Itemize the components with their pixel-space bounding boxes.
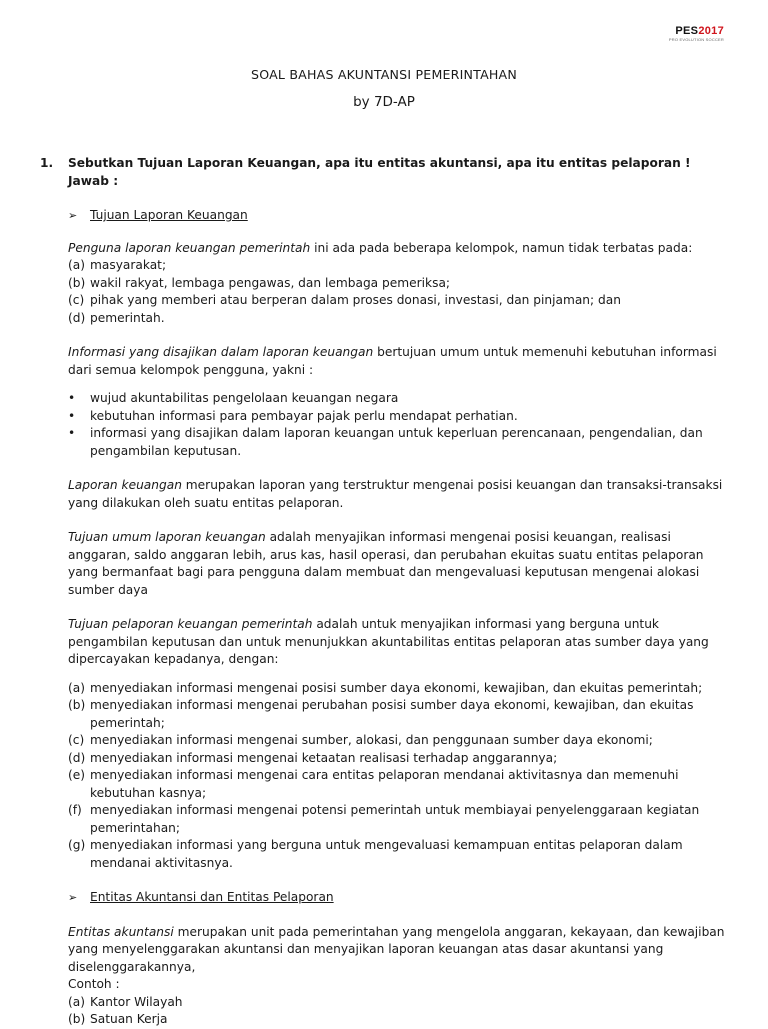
- list-informasi: [40, 390, 730, 460]
- answer-label: Jawab :: [68, 173, 119, 188]
- question-1: [40, 155, 730, 173]
- paragraph-pengguna: Penguna laporan keuangan pemerintah ini ada pada beberapa kelompok, namun tidak terbatas pada:: [68, 240, 693, 255]
- question-text: Sebutkan Tujuan Laporan Keuangan, apa itu entitas akuntansi, apa itu entitas pelaporan !: [68, 156, 691, 170]
- list-item: (b) menyediakan informasi mengenai perubahan posisi sumber daya ekonomi, kewajiban, dan ekuitas pemerintah;: [68, 698, 694, 730]
- logo-tagline: PRO EVOLUTION SOCCER: [668, 37, 724, 42]
- list-tujuan-pelaporan: [40, 680, 730, 873]
- paragraph-entitas-akuntansi: Entitas akuntansi merupakan unit pada pemerintahan yang mengelola anggaran, kekayaan, dan kewajiban yang menyelenggarakan akuntansi dan menyajikan laporan keuangan atas dasar akuntansi yang diselenggarakannya,: [68, 924, 725, 974]
- document-body: [40, 155, 730, 1029]
- arrow-bullet-icon: ➢: [68, 209, 78, 222]
- list-item: (f) menyediakan informasi mengenai potensi pemerintah untuk membiayai penyelenggaraan kegiatan pemerintahan;: [68, 803, 700, 835]
- list-item: (e) menyediakan informasi mengenai cara entitas pelaporan mendanai aktivitasnya dan memenuhi kebutuhan kasnya;: [68, 768, 679, 800]
- list-item: (a) masyarakat;: [68, 258, 167, 272]
- list-item: • kebutuhan informasi para pembayar pajak perlu mendapat perhatian.: [68, 408, 518, 423]
- paragraph-laporan-keuangan: Laporan keuangan merupakan laporan yang terstruktur mengenai posisi keuangan dan transaksi-transaksi yang dilakukan oleh suatu entitas pelaporan.: [68, 478, 723, 510]
- list-item: (a) Kantor Wilayah: [68, 994, 183, 1009]
- list-item: (a) menyediakan informasi mengenai posisi sumber daya ekonomi, kewajiban, dan ekuitas pemerintah;: [68, 680, 703, 695]
- list-item: (g) menyediakan informasi yang berguna untuk mengevaluasi kemampuan entitas pelaporan dalam mendanai aktivitasnya.: [68, 838, 683, 870]
- question-number: 1.: [40, 156, 54, 170]
- logo-wordmark: PES2017: [675, 25, 724, 37]
- list-contoh: [40, 994, 730, 1029]
- section-entitas-heading: [40, 889, 730, 907]
- pes-2017-logo: [669, 25, 724, 42]
- list-item: (d) pemerintah.: [68, 310, 165, 325]
- arrow-bullet-icon: ➢: [68, 891, 78, 904]
- paragraph-tujuan-umum: Tujuan umum laporan keuangan adalah menyajikan informasi mengenai posisi keuangan, realisasi anggaran, saldo anggaran lebih, arus kas, hasil operasi, dan perubahan ekuitas suatu entitas pelaporan yang bermanfaat bagi para pengguna dalam membuat dan mengevaluasi keputusan mengenai alokasi sumber daya: [68, 530, 704, 597]
- document-title: SOAL BAHAS AKUNTANSI PEMERINTAHAN: [251, 67, 517, 82]
- contoh-label: Contoh :: [68, 977, 120, 991]
- list-item: • informasi yang disajikan dalam laporan keuangan untuk keperluan perencanaan, pengendalian, dan pengambilan keputusan.: [68, 426, 703, 458]
- list-item: (d) menyediakan informasi mengenai ketaatan realisasi terhadap anggarannya;: [68, 750, 558, 765]
- paragraph-informasi: Informasi yang disajikan dalam laporan keuangan bertujuan umum untuk memenuhi kebutuhan informasi dari semua kelompok pengguna, yakni :: [68, 345, 717, 377]
- section-title: Tujuan Laporan Keuangan: [90, 208, 248, 222]
- list-pengguna: [40, 257, 730, 327]
- list-item: (c) menyediakan informasi mengenai sumber, alokasi, dan penggunaan sumber daya ekonomi;: [68, 733, 653, 747]
- list-item: • wujud akuntabilitas pengelolaan keuangan negara: [68, 391, 399, 405]
- list-item: (c) pihak yang memberi atau berperan dalam proses donasi, investasi, dan pinjaman; dan: [68, 293, 621, 307]
- section-tujuan-heading: [40, 207, 730, 225]
- section-title: Entitas Akuntansi dan Entitas Pelaporan: [90, 890, 334, 904]
- paragraph-tujuan-pelaporan: Tujuan pelaporan keuangan pemerintah adalah untuk menyajikan informasi yang berguna untuk pengambilan keputusan dan untuk menunjukkan akuntabilitas entitas pelaporan atas sumber daya yang dipercayakan kepadanya, dengan:: [68, 617, 709, 666]
- document-subtitle: by 7D-AP: [353, 94, 415, 110]
- list-item: (b) Satuan Kerja: [68, 1012, 168, 1026]
- list-item: (b) wakil rakyat, lembaga pengawas, dan lembaga pemeriksa;: [68, 275, 451, 290]
